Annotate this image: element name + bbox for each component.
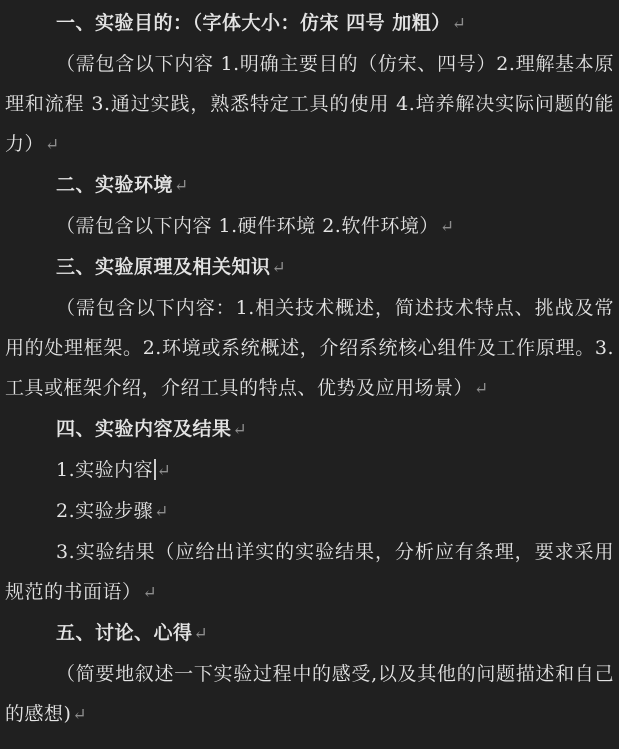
paragraph[interactable] xyxy=(5,206,614,247)
paragraph[interactable] xyxy=(5,491,614,532)
paragraph-text: 一、实验目的：（字体大小：仿宋 四号 加粗） xyxy=(56,12,451,34)
paragraph-text: 二、实验环境 xyxy=(56,174,174,196)
paragraph-text: 三、实验原理及相关知识 xyxy=(56,256,271,278)
paragraph-text: 五、讨论、心得 xyxy=(56,622,193,644)
paragraph[interactable] xyxy=(5,165,614,206)
paragraph-mark-icon: ↵ xyxy=(271,258,286,278)
paragraph[interactable] xyxy=(5,3,614,44)
paragraph[interactable] xyxy=(5,44,614,165)
paragraph[interactable] xyxy=(5,654,614,735)
paragraph-text: （需包含以下内容：1.相关技术概述，简述技术特点、挑战及常用的处理框架。2.环境或系统概述，介绍系统核心组件及工作原理。3.工具或框架介绍，介绍工具的特点、优势及应用场景） xyxy=(5,297,614,399)
paragraph-text: 1.实验内容 xyxy=(56,459,154,481)
paragraph-mark-icon: ↵ xyxy=(174,176,189,196)
paragraph[interactable] xyxy=(5,288,614,409)
paragraph-mark-icon: ↵ xyxy=(142,583,157,603)
paragraph[interactable] xyxy=(5,409,614,450)
paragraph-mark-icon: ↵ xyxy=(439,217,455,237)
paragraph[interactable] xyxy=(5,450,614,491)
paragraph[interactable] xyxy=(5,532,614,613)
paragraph[interactable] xyxy=(5,613,614,654)
paragraph-mark-icon: ↵ xyxy=(154,502,169,522)
paragraph-text: （简要地叙述一下实验过程中的感受,以及其他的问题描述和自己的感想) xyxy=(5,663,614,725)
paragraph-text: （需包含以下内容 1.硬件环境 2.软件环境） xyxy=(56,215,439,237)
document-body xyxy=(5,3,614,735)
paragraph-mark-icon: ↵ xyxy=(451,14,466,34)
paragraph[interactable] xyxy=(5,247,614,288)
paragraph-mark-icon: ↵ xyxy=(232,420,247,440)
paragraph-text: （需包含以下内容 1.明确主要目的（仿宋、四号）2.理解基本原理和流程 3.通过实践，熟悉特定工具的使用 4.培养解决实际问题的能力） xyxy=(5,53,614,155)
paragraph-mark-icon: ↵ xyxy=(72,705,87,725)
paragraph-mark-icon: ↵ xyxy=(156,461,171,481)
paragraph-mark-icon: ↵ xyxy=(193,624,208,644)
paragraph-mark-icon: ↵ xyxy=(474,379,489,399)
paragraph-text: 2.实验步骤 xyxy=(56,500,154,522)
paragraph-mark-icon: ↵ xyxy=(45,135,60,155)
paragraph-text: 3.实验结果（应给出详实的实验结果，分析应有条理，要求采用规范的书面语） xyxy=(5,541,614,603)
paragraph-text: 四、实验内容及结果 xyxy=(56,418,232,440)
